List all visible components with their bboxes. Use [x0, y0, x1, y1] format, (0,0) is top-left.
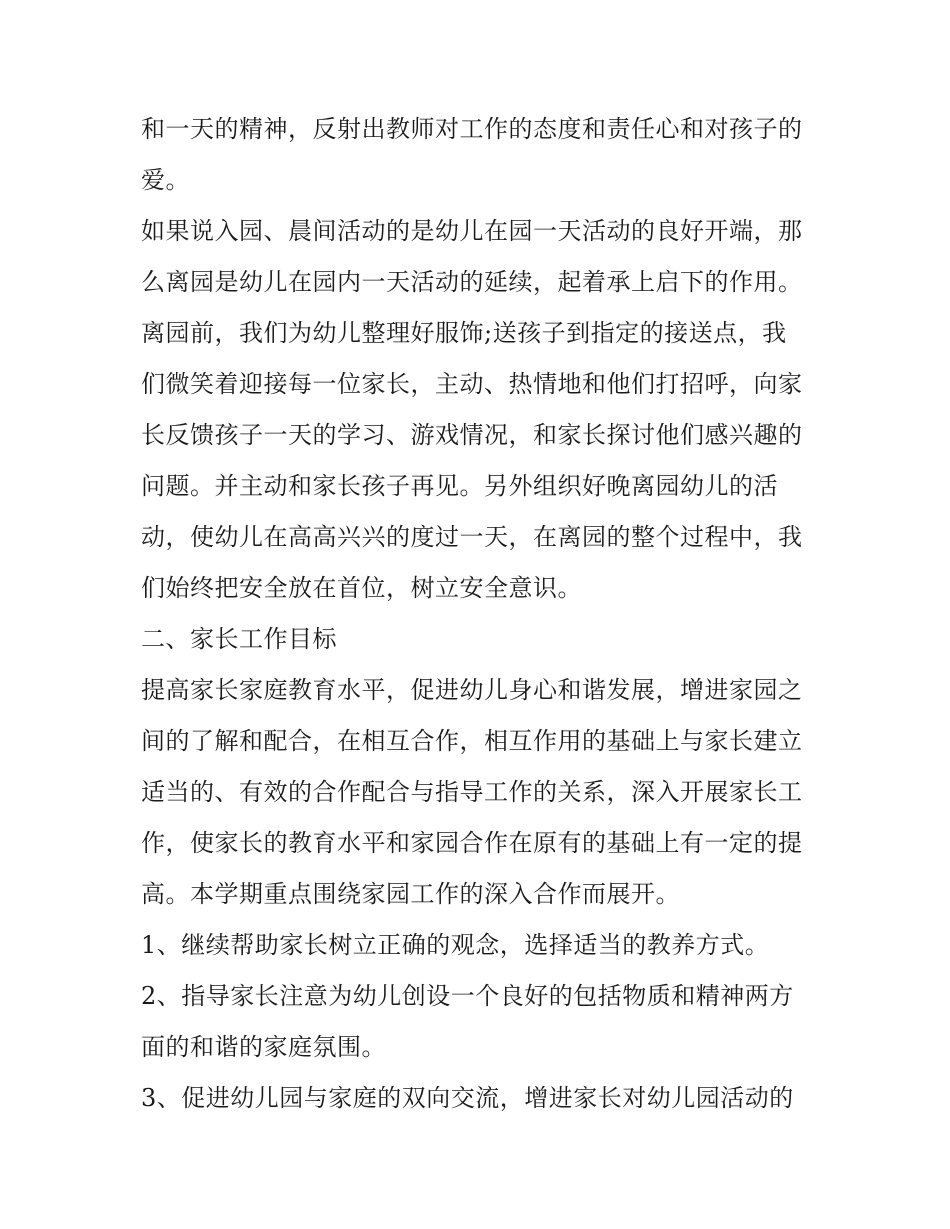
text-line: 问题。并主动和家长孩子再见。另外组织好晚离园幼儿的活	[141, 472, 778, 500]
section-heading: 二、家长工作目标	[141, 625, 337, 653]
text-line: 么离园是幼儿在园内一天活动的延续，起着承上启下的作用。	[141, 268, 803, 296]
text-line: 爱。	[141, 166, 190, 194]
text-line: 间的了解和配合，在相互合作，相互作用的基础上与家长建立	[141, 727, 803, 755]
text-line: 长反馈孩子一天的学习、游戏情况，和家长探讨他们感兴趣的	[141, 421, 803, 449]
text-line: 作，使家长的教育水平和家园合作在原有的基础上有一定的提	[141, 829, 803, 857]
text-line: 们微笑着迎接每一位家长，主动、热情地和他们打招呼，向家	[141, 370, 803, 398]
list-item: 1、继续帮助家长树立正确的观念，选择适当的教养方式。	[141, 931, 770, 959]
text-line: 如果说入园、晨间活动的是幼儿在园一天活动的良好开端，那	[141, 217, 803, 245]
document-body	[141, 107, 821, 1127]
text-line: 提高家长家庭教育水平，促进幼儿身心和谐发展，增进家园之	[141, 676, 803, 704]
list-item: 3、促进幼儿园与家庭的双向交流，增进家长对幼儿园活动的	[141, 1084, 794, 1112]
list-item: 2、指导家长注意为幼儿创设一个良好的包括物质和精神两方	[141, 982, 794, 1010]
text-line: 离园前，我们为幼儿整理好服饰;送孩子到指定的接送点，我	[141, 319, 787, 347]
text-line: 和一天的精神，反射出教师对工作的态度和责任心和对孩子的	[141, 115, 803, 143]
text-line: 动，使幼儿在高高兴兴的度过一天，在离园的整个过程中，我	[141, 523, 803, 551]
text-line: 高。本学期重点围绕家园工作的深入合作而展开。	[141, 880, 680, 908]
list-item-continuation: 面的和谐的家庭氛围。	[141, 1033, 386, 1061]
text-line: 们始终把安全放在首位，树立安全意识。	[141, 574, 582, 602]
text-line: 适当的、有效的合作配合与指导工作的关系，深入开展家长工	[141, 778, 803, 806]
